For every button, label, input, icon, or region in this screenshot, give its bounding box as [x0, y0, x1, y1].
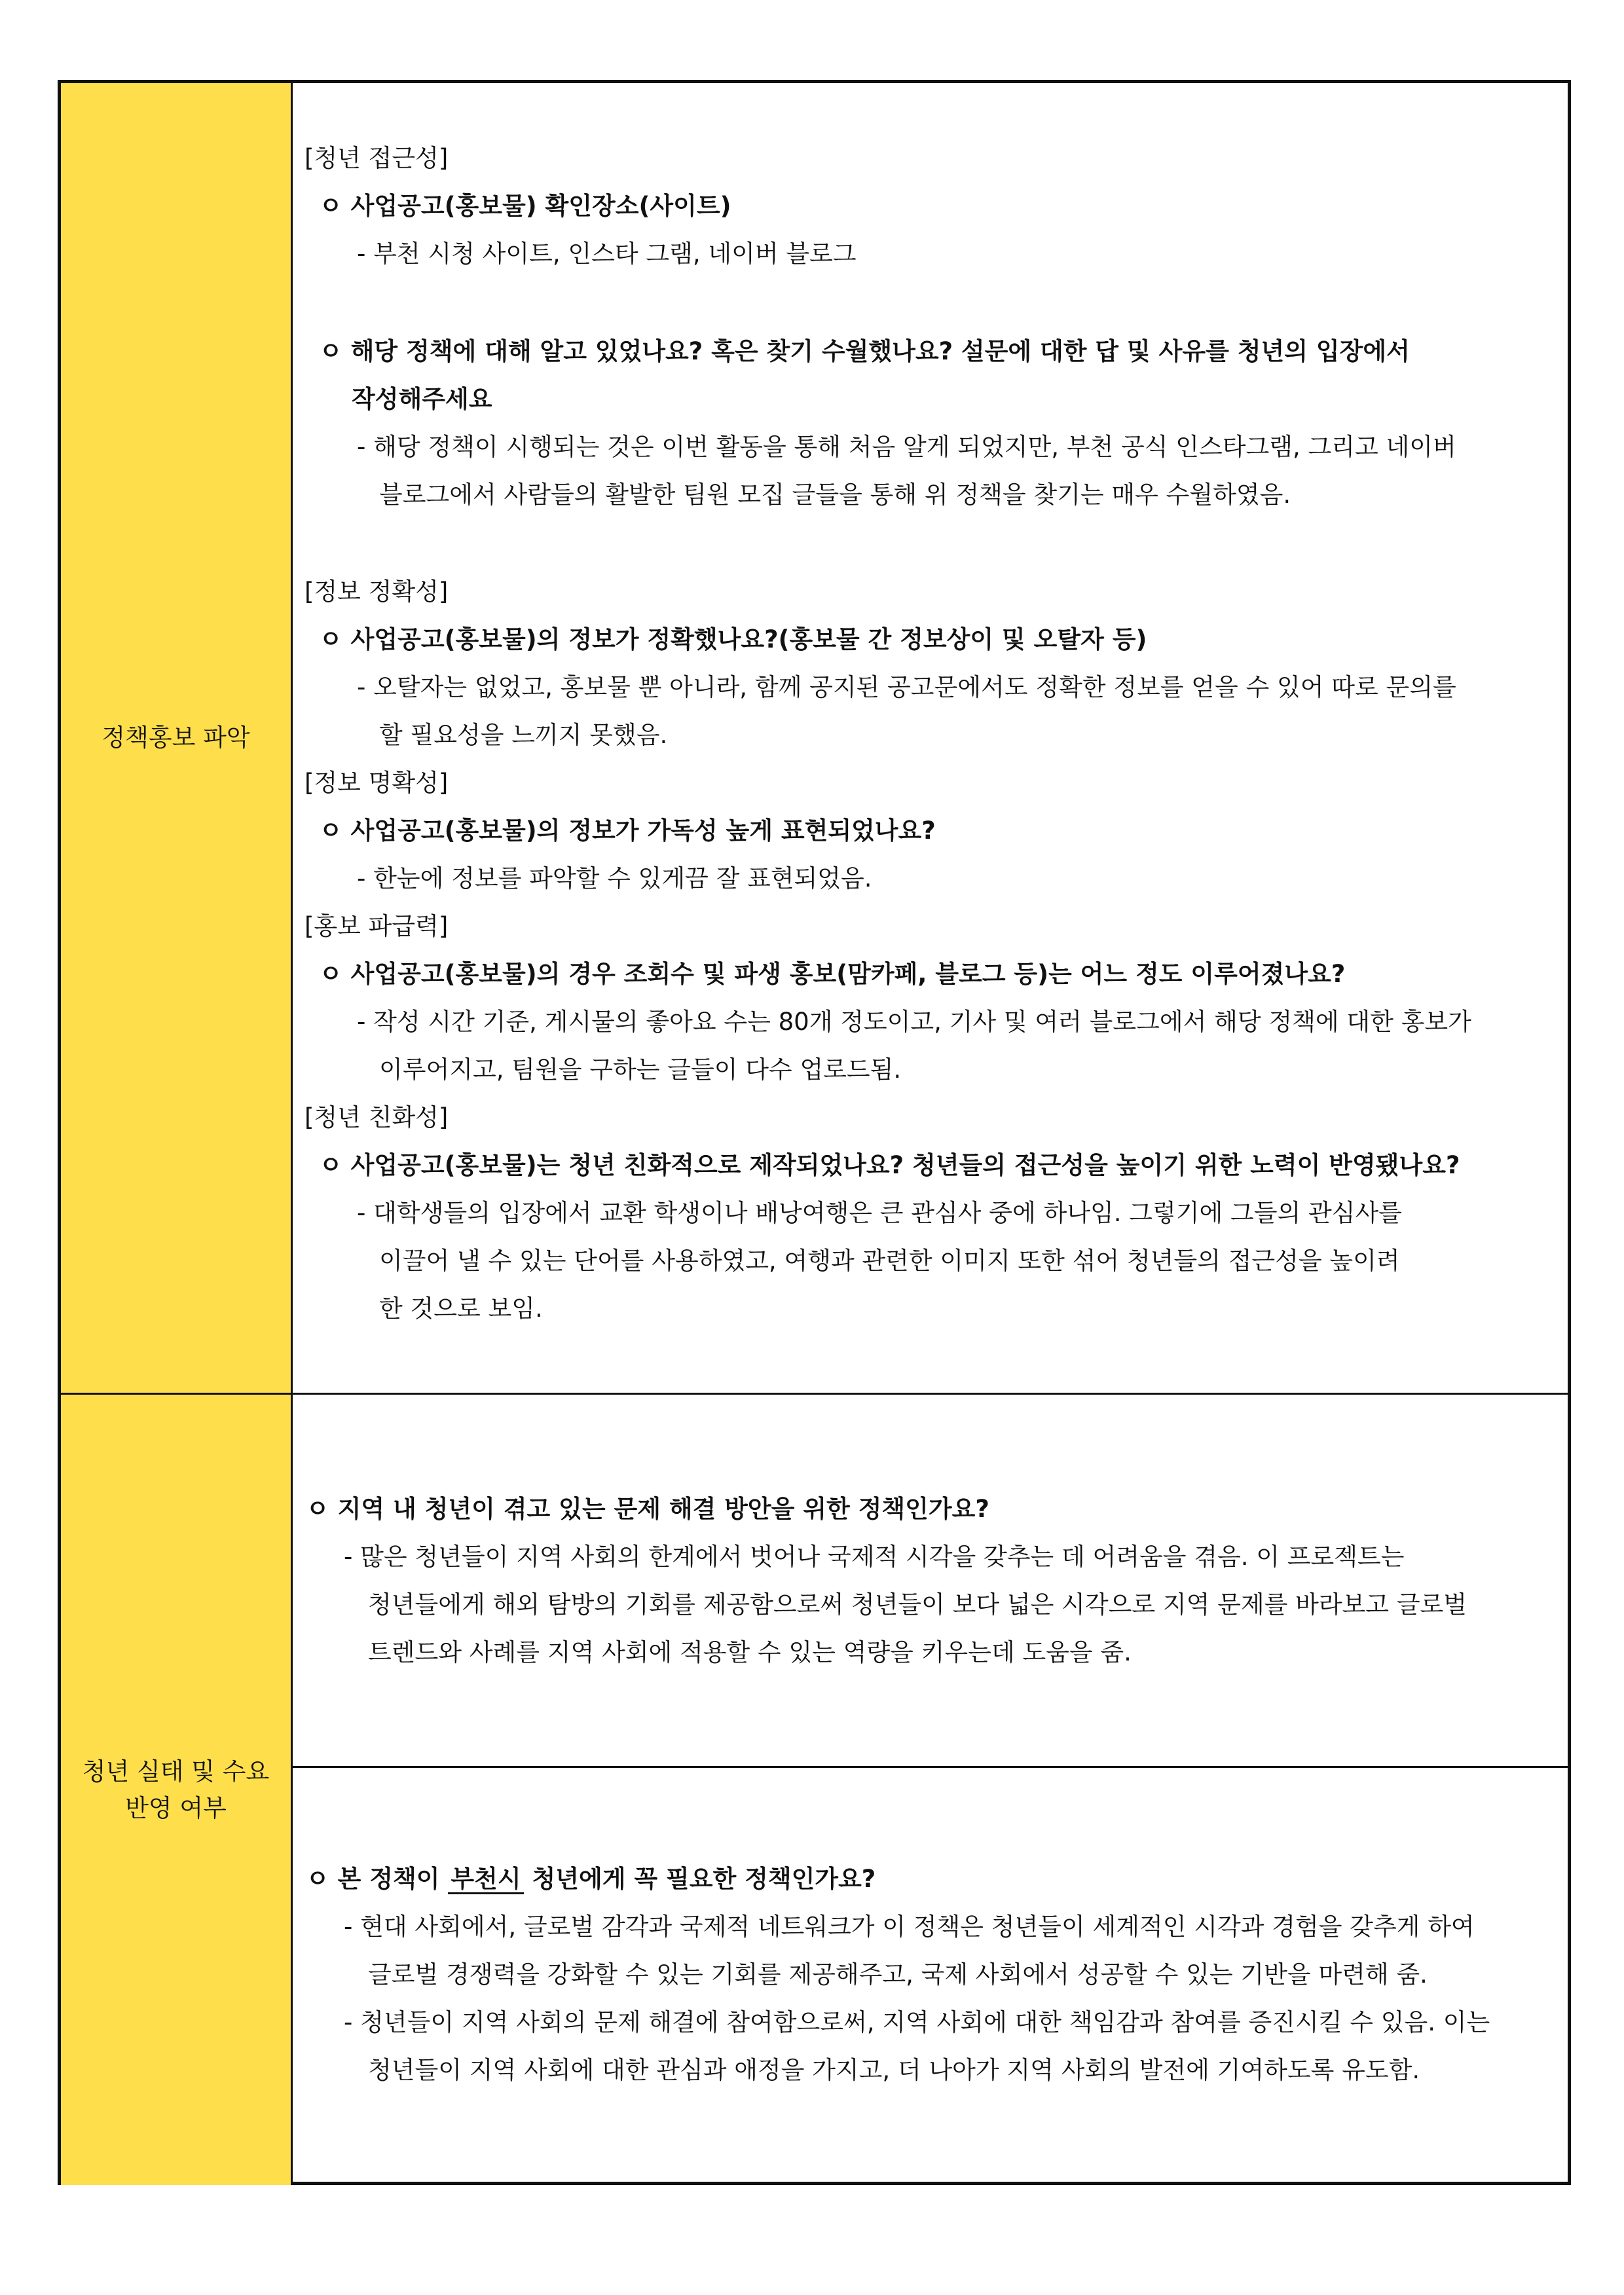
question-city-need-suffix: 청년에게 꼭 필요한 정책인가요? — [532, 1865, 876, 1893]
question-clarity: ㅇ 사업공고(홍보물)의 정보가 가독성 높게 표현되었나요? — [319, 817, 936, 845]
answer-city-need-line3: - 청년들이 지역 사회의 문제 해결에 참여함으로써, 지역 사회에 대한 책임감과 참여를 증진시킬 수 있음. 이는 — [344, 2008, 1490, 2036]
row-label-youth-demand — [61, 1395, 293, 2185]
heading-info-clarity: [정보 명확성] — [304, 769, 449, 797]
policy-promotion-content — [293, 83, 1568, 1393]
answer-city-need-line2: 글로벌 경쟁력을 강화할 수 있는 기회를 제공해주고, 국제 사회에서 성공할 수 있는 기반을 마련해 줌. — [368, 1960, 1428, 1989]
answer-local-problem-line2: 청년들에게 해외 탐방의 기회를 제공함으로써 청년들이 보다 넓은 시각으로 지역 문제를 바라보고 글로벌 — [368, 1590, 1467, 1619]
question-known-line2: 작성해주세요 — [352, 385, 492, 413]
answer-local-problem-line3: 트렌드와 사례를 지역 사회에 적용할 수 있는 역량을 키우는데 도움을 줌. — [368, 1638, 1132, 1666]
answer-site: - 부천 시청 사이트, 인스타 그램, 네이버 블로그 — [357, 240, 857, 268]
answer-reach-line2: 이루어지고, 팀원을 구하는 글들이 다수 업로드됨. — [379, 1056, 902, 1084]
question-reach: ㅇ 사업공고(홍보물)의 경우 조회수 및 파생 홍보(맘카페, 블로그 등)는 어느 정도 이루어졌나요? — [319, 960, 1346, 988]
answer-known-line1: - 해당 정책이 시행되는 것은 이번 활동을 통해 처음 알게 되었지만, 부천 공식 인스타그램, 그리고 네이버 — [357, 433, 1456, 461]
youth-problem-content — [293, 1395, 1568, 1766]
heading-info-accuracy: [정보 정확성] — [304, 578, 449, 606]
answer-accuracy-line1: - 오탈자는 없었고, 홍보물 뿐 아니라, 함께 공지된 공고문에서도 정확한 정보를 얻을 수 있어 따로 문의를 — [357, 673, 1456, 701]
answer-reach-line1: - 작성 시간 기준, 게시물의 좋아요 수는 80개 정도이고, 기사 및 여러 블로그에서 해당 정책에 대한 홍보가 — [357, 1008, 1471, 1036]
heading-youth-access: [청년 접근성] — [304, 144, 449, 172]
question-local-problem: ㅇ 지역 내 청년이 겪고 있는 문제 해결 방안을 위한 정책인가요? — [306, 1495, 989, 1523]
answer-friendly-line3: 한 것으로 보임. — [379, 1294, 543, 1323]
evaluation-table — [58, 80, 1571, 2185]
answer-friendly-line2: 이끌어 낼 수 있는 단어를 사용하였고, 여행과 관련한 이미지 또한 섞어 청년들의 접근성을 높이려 — [379, 1247, 1400, 1275]
answer-city-need-line1: - 현대 사회에서, 글로벌 감각과 국제적 네트워크가 이 정책은 청년들이 세계적인 시각과 경험을 갖추게 하여 — [344, 1913, 1475, 1941]
answer-clarity: - 한눈에 정보를 파악할 수 있게끔 잘 표현되었음. — [357, 864, 872, 892]
row-label-policy-promotion — [61, 83, 293, 1393]
answer-known-line2: 블로그에서 사람들의 활발한 팀원 모집 글들을 통해 위 정책을 찾기는 매우 수월하였음. — [379, 481, 1291, 509]
question-city-need — [306, 1863, 876, 1896]
heading-youth-friendly: [청년 친화성] — [304, 1103, 449, 1131]
answer-local-problem-line1: - 많은 청년들이 지역 사회의 한계에서 벗어나 국제적 시각을 갖추는 데 어려움을 겪음. 이 프로젝트는 — [344, 1543, 1405, 1571]
question-friendly: ㅇ 사업공고(홍보물)는 청년 친화적으로 제작되었나요? 청년들의 접근성을 높이기 위한 노력이 반영됐나요? — [319, 1151, 1460, 1179]
city-need-content — [293, 1768, 1568, 2185]
city-name-underlined: 부천시 — [448, 1866, 523, 1894]
question-site: ㅇ 사업공고(홍보물) 확인장소(사이트) — [319, 192, 731, 220]
answer-friendly-line1: - 대학생들의 입장에서 교환 학생이나 배낭여행은 큰 관심사 중에 하나임. 그렇기에 그들의 관심사를 — [357, 1199, 1402, 1227]
heading-promotion-reach: [홍보 파급력] — [304, 912, 449, 940]
question-known-line1: ㅇ 해당 정책에 대해 알고 있었나요? 혹은 찾기 수월했나요? 설문에 대한 답 및 사유를 청년의 입장에서 — [319, 337, 1410, 365]
question-accuracy: ㅇ 사업공고(홍보물)의 정보가 정확했나요?(홍보물 간 정보상이 및 오탈자 등) — [319, 625, 1147, 653]
row-label-text: 정책홍보 파악 — [101, 724, 250, 752]
row-label-text: 청년 실태 및 수요 반영 여부 — [82, 1757, 270, 1822]
answer-city-need-line4: 청년들이 지역 사회에 대한 관심과 애정을 가지고, 더 나아가 지역 사회의 발전에 기여하도록 유도함. — [368, 2056, 1420, 2084]
answer-accuracy-line2: 할 필요성을 느끼지 못했음. — [379, 721, 668, 749]
question-city-need-prefix: ㅇ 본 정책이 — [306, 1865, 440, 1893]
